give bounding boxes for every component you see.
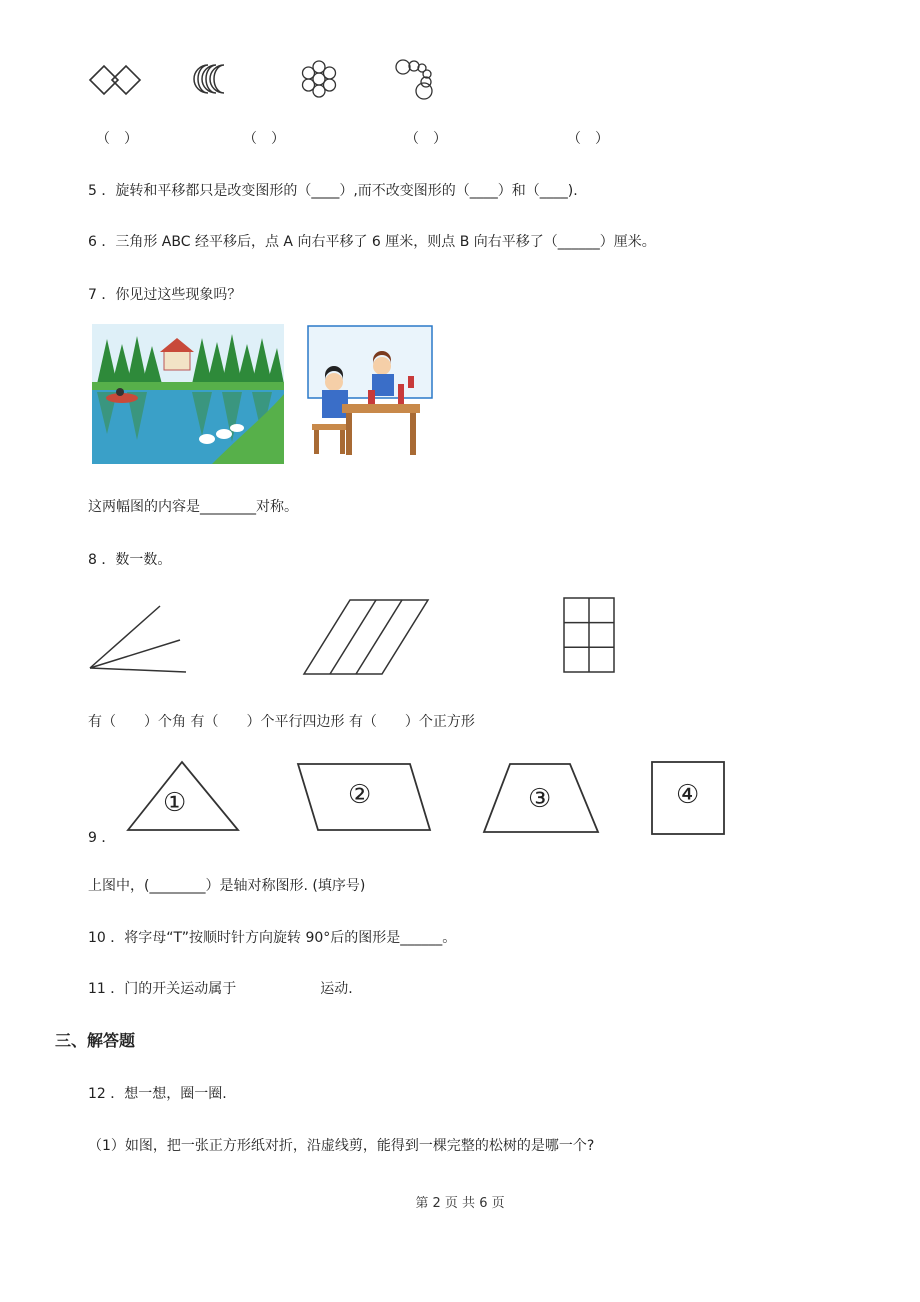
q8-text: 8 ．数一数。 xyxy=(88,552,172,568)
q6-text: 6 ．三角形 ABC 经平移后，点 A 向右平移了 6 厘米，则点 B 向右平移了（______）厘米。 xyxy=(88,234,656,250)
q4-figure-diamonds xyxy=(88,62,144,96)
q5-text: 5 ．旋转和平移都只是改变图形的（____）,而不改变图形的（____）和（____). xyxy=(88,183,578,199)
section-title: 三、解答题 xyxy=(55,1031,136,1050)
q4-paren-4: （ ） xyxy=(567,131,609,147)
q11-text: 11 ．门的开关运动属于 运动. xyxy=(88,981,353,997)
q8-answer: 有（ ）个角 有（ ）个平行四边形 有（ ）个正方形 xyxy=(88,714,475,730)
q4-figure-crescents xyxy=(194,62,234,96)
q7-image-mirror-children xyxy=(302,324,434,458)
q9-label-1: ① xyxy=(163,788,187,818)
q8-figure-squares-grid xyxy=(562,596,616,676)
page-footer: 第 2 页 共 6 页 xyxy=(415,1196,505,1211)
q9-label-4: ④ xyxy=(676,780,700,810)
q7-text: 7 ．你见过这些现象吗？ xyxy=(88,287,242,303)
q4-paren-3: （ ） xyxy=(405,131,447,147)
q9-shapes-row xyxy=(120,756,734,844)
q9-label-3: ③ xyxy=(528,784,552,814)
q9-label-2: ② xyxy=(348,780,372,810)
q9-answer: 上图中，(________）是轴对称图形. (填序号) xyxy=(88,878,366,894)
q8-figure-angles xyxy=(88,598,198,678)
q9-number: 9 ． xyxy=(88,830,116,846)
q8-figure-parallelograms xyxy=(302,598,432,678)
q12-text: 12 ．想一想，圈一圈. xyxy=(88,1086,227,1102)
q4-figure-hexagons xyxy=(300,60,338,98)
q4-paren-1: （ ） xyxy=(96,131,138,147)
q4-paren-2: （ ） xyxy=(243,131,285,147)
q10-text: 10 ．将字母“T”按顺时针方向旋转 90°后的图形是______。 xyxy=(88,930,457,946)
q12-subquestion: （1）如图，把一张正方形纸对折，沿虚线剪，能得到一棵完整的松树的是哪一个? xyxy=(88,1138,595,1154)
q7-image-lake-reflection xyxy=(92,324,284,464)
q4-figure-circles xyxy=(394,58,440,102)
q7-answer: 这两幅图的内容是________对称。 xyxy=(88,499,298,515)
